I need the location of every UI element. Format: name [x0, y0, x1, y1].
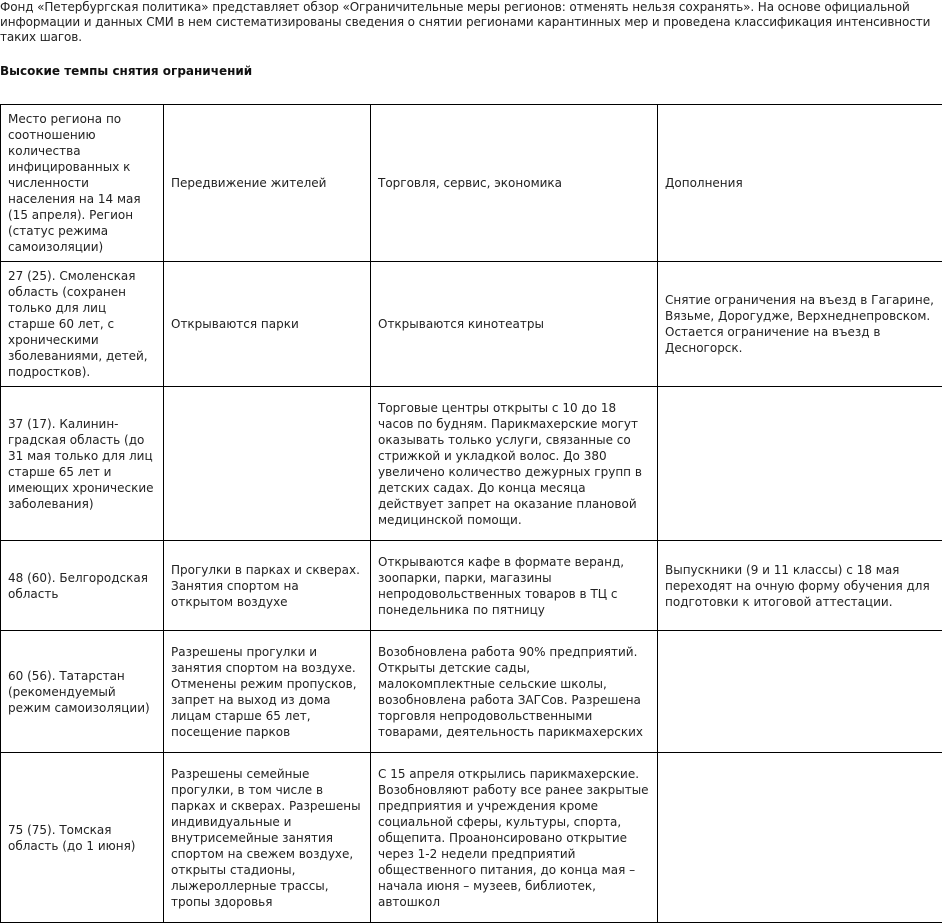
table-cell-trade: Открываются кафе в формате веранд, зоопарки, парки, магазины непродовольственных товаров в ТЦ с понедельника по пятницу	[371, 541, 658, 631]
table-cell-region: 75 (75). Томская область (до 1 июня)	[1, 753, 164, 923]
table-cell-additions	[658, 753, 942, 923]
header-cell-movement: Передвижение жителей	[164, 105, 371, 262]
table-cell-region: 37 (17). Калинин-градская область (до 31 мая только для лиц старше 65 лет и имеющих хронические заболевания)	[1, 387, 164, 541]
table-cell-trade: С 15 апреля открылись парикмахерские. Возобновляют работу все ранее закрытые предприятия и учреждения кроме социальной сферы, культуры, спорта, общепита. Проанонсировано открытие через 1-2 недели предприятий общественного питания, до конца мая – начала июня – музеев, библиотек, автошкол	[371, 753, 658, 923]
table-row	[1, 387, 942, 541]
table-row	[1, 541, 942, 631]
table-cell-trade: Открываются кинотеатры	[371, 262, 658, 387]
section-heading: Высокие темпы снятия ограничений	[0, 64, 252, 79]
table-row	[1, 631, 942, 753]
table-cell-region: 27 (25). Смоленская область (сохранен только для лиц старше 60 лет, с хроническими зболеваниями, детей, подростков).	[1, 262, 164, 387]
table-cell-region: 48 (60). Белгородская область	[1, 541, 164, 631]
table-cell-movement	[164, 387, 371, 541]
table-cell-additions: Снятие ограничения на въезд в Гагарине, Вязьме, Дорогудже, Верхнеднепровском. Остается ограничение на въезд в Десногорск.	[658, 262, 942, 387]
table-row	[1, 753, 942, 923]
table-cell-trade: Возобновлена работа 90% предприятий. Открыты детские сады, малокомплектные сельские школы, возобновлена работа ЗАГСов. Разрешена торговля непродовольственными товарами, деятельность парикмахерских	[371, 631, 658, 753]
table-cell-movement: Разрешены семейные прогулки, в том числе в парках и скверах. Разрешены индивидуальные и внутрисемейные занятия спортом на свежем воздухе, открыты стадионы, лыжероллерные трассы, тропы здоровья	[164, 753, 371, 923]
restrictions-table	[0, 104, 942, 923]
table-cell-additions	[658, 387, 942, 541]
table-cell-movement: Разрешены прогулки и занятия спортом на воздухе. Отменены режим пропусков, запрет на выход из дома лицам старше 65 лет, посещение парков	[164, 631, 371, 753]
table-cell-additions: Выпускники (9 и 11 классы) с 18 мая переходят на очную форму обучения для подготовки к итоговой аттестации.	[658, 541, 942, 631]
table-row	[1, 262, 942, 387]
table-cell-additions	[658, 631, 942, 753]
table-cell-trade: Торговые центры открыты с 10 до 18 часов по будням. Парикмахерские могут оказывать только услуги, связанные со стрижкой и укладкой волос. До 380 увеличено количество дежурных групп в детских садах. До конца месяца действует запрет на оказание плановой медицинской помощи.	[371, 387, 658, 541]
table-header-row	[1, 105, 942, 262]
header-cell-additions: Дополнения	[658, 105, 942, 262]
table-cell-movement: Прогулки в парках и скверах. Занятия спортом на открытом воздухе	[164, 541, 371, 631]
table-cell-region: 60 (56). Татарстан (рекомендуемый режим самоизоляции)	[1, 631, 164, 753]
header-cell-region: Место региона по соотношению количества инфицированных к численности населения на 14 мая (15 апреля). Регион (статус режима самоизоляции)	[1, 105, 164, 262]
intro-paragraph: Фонд «Петербургская политика» представляет обзор «Ограничительные меры регионов: отменять нельзя сохранять». На основе официальной информации и данных СМИ в нем систематизированы сведения о снятии регионами карантинных мер и проведена классификация интенсивности таких шагов.	[0, 0, 942, 45]
header-cell-trade: Торговля, сервис, экономика	[371, 105, 658, 262]
table-cell-movement: Открываются парки	[164, 262, 371, 387]
